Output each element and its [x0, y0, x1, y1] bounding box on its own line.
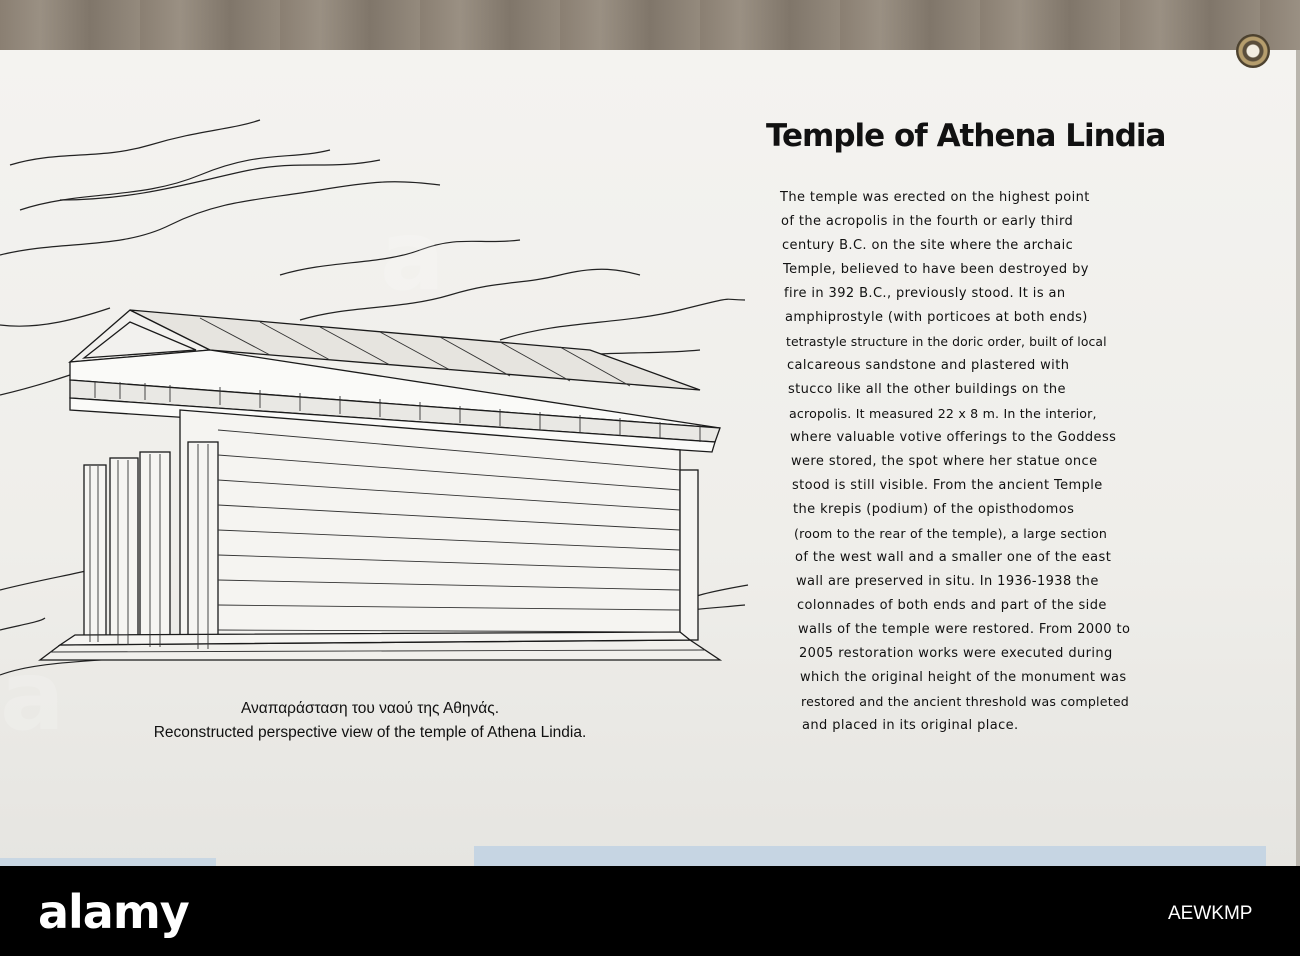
screw-icon: [1236, 34, 1270, 68]
description-line: stood is still visible. From the ancient Temple: [792, 478, 1103, 493]
description-line: were stored, the spot where her statue once: [791, 454, 1098, 469]
description-line: tetrastyle structure in the doric order, built of local: [786, 334, 1107, 349]
blue-panel-left: [0, 858, 216, 866]
description-line: stucco like all the other buildings on the: [788, 382, 1066, 397]
description-line: 2005 restoration works were executed during: [799, 646, 1113, 661]
watermark-logo: a: [0, 640, 65, 752]
description-line: acropolis. It measured 22 x 8 m. In the interior,: [789, 406, 1097, 421]
description-line: calcareous sandstone and plastered with: [787, 358, 1070, 373]
watermark-strip: [0, 866, 1300, 956]
description-line: The temple was erected on the highest point: [780, 190, 1090, 205]
description-line: of the west wall and a smaller one of the east: [795, 550, 1112, 565]
description-line: century B.C. on the site where the archaic: [782, 238, 1074, 253]
description-line: colonnades of both ends and part of the side: [797, 598, 1107, 613]
description-line: the krepis (podium) of the opisthodomos: [793, 502, 1075, 517]
description-line: walls of the temple were restored. From 2000 to: [798, 622, 1131, 637]
description-line: wall are preserved in situ. In 1936-1938 the: [796, 574, 1099, 589]
watermark-logo: a: [380, 200, 445, 312]
description-line: and placed in its original place.: [802, 718, 1019, 733]
image-code: AEWKMP: [1168, 903, 1253, 924]
caption-english: Reconstructed perspective view of the temple of Athena Lindia.: [153, 724, 587, 741]
wooden-frame-top: [0, 0, 1300, 56]
description-line: Temple, believed to have been destroyed by: [783, 262, 1089, 277]
description-line: which the original height of the monument was: [800, 670, 1127, 685]
temple-drawing: [0, 50, 760, 690]
sign-title: Temple of Athena Lindia: [766, 118, 1166, 154]
description-line: (room to the rear of the temple), a large section: [794, 526, 1108, 541]
alamy-logo: alamy: [38, 885, 189, 939]
description-line: restored and the ancient threshold was completed: [801, 694, 1129, 709]
description-line: amphiprostyle (with porticoes at both ends): [785, 310, 1088, 325]
caption-greek: Αναπαράσταση του ναού της Αθηνάς.: [240, 700, 500, 717]
description-line: of the acropolis in the fourth or early third: [781, 214, 1074, 229]
description-line: fire in 392 B.C., previously stood. It is an: [784, 286, 1066, 301]
description-line: where valuable votive offerings to the Goddess: [790, 430, 1117, 445]
blue-panel-right: [474, 846, 1266, 866]
